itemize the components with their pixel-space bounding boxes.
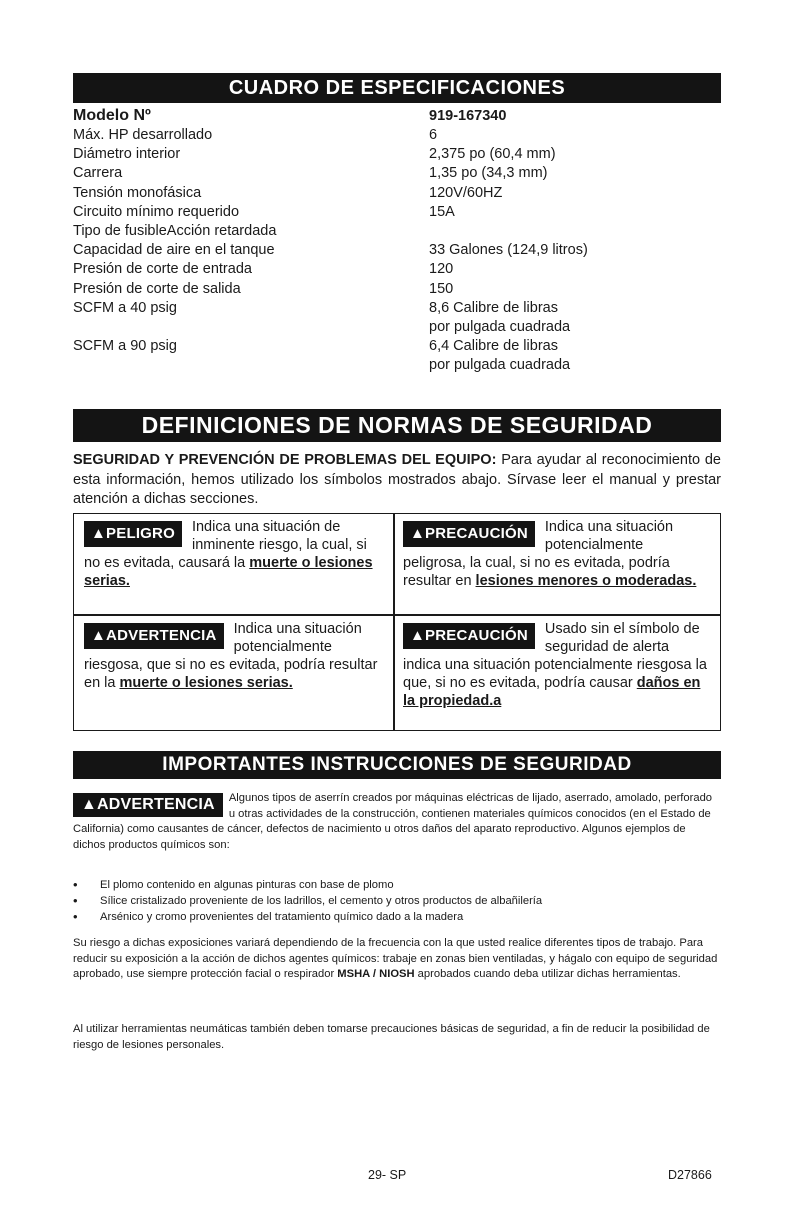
list-item-text: Sílice cristalizado proveniente de los ladrillos, el cemento y otros productos de albañilería	[100, 894, 543, 907]
document-code: D27866	[668, 1168, 712, 1182]
spec-row	[73, 222, 721, 241]
grid-divider-vertical	[393, 514, 395, 730]
spec-value: 8,6 Calibre de libras	[429, 299, 558, 316]
page-number: 29- SP	[368, 1168, 407, 1182]
spec-label: SCFM a 40 psig	[73, 299, 177, 316]
precaucion-cell-2	[403, 620, 709, 710]
spec-value: 6,4 Calibre de libras	[429, 338, 558, 355]
spec-rows	[73, 126, 721, 376]
spec-label: Tensión monofásica	[73, 184, 202, 201]
model-value: 919-167340	[429, 108, 507, 124]
spec-row	[73, 356, 721, 375]
precaucion-text-2: Usado sin el símbolo de seguridad de alerta indica una situación potencialmente riesgosa la que, si no es evitada, podría causar	[403, 621, 707, 691]
spec-row	[73, 337, 721, 356]
bullet-icon: •	[73, 877, 78, 892]
spec-section-title: CUADRO DE ESPECIFICACIONES	[73, 73, 721, 103]
spec-row	[73, 184, 721, 203]
spec-value: 1,35 po (34,3 mm)	[429, 165, 548, 182]
risk-text-after: aprobados cuando deba utilizar dichas herramientas.	[414, 968, 681, 981]
spec-row	[73, 203, 721, 222]
bullet-icon: •	[73, 908, 78, 924]
advertencia-cell	[84, 620, 384, 692]
spec-label: Presión de corte de salida	[73, 280, 241, 297]
spec-label: Capacidad de aire en el tanque	[73, 242, 275, 259]
list-item-text: Arsénico y cromo provenientes del tratamiento químico dado a la madera	[100, 910, 464, 923]
spec-label: Circuito mínimo requerido	[73, 203, 240, 220]
advertencia-emphasis: muerte o lesiones serias.	[119, 675, 293, 691]
spec-value: 6	[429, 127, 438, 143]
spec-value: 15A	[429, 203, 455, 220]
instructions-title: IMPORTANTES INSTRUCCIONES DE SEGURIDAD	[73, 751, 721, 779]
spec-value: 120V/60HZ	[429, 184, 503, 201]
spec-label: Carrera	[73, 165, 123, 182]
chemical-list	[73, 878, 721, 925]
peligro-text: Indica una situación de inminente riesgo, la cual, si no es evitada, causará la	[84, 519, 367, 571]
pneumatic-paragraph	[73, 1022, 721, 1053]
spec-row	[73, 126, 721, 145]
pneumatic-text: Al utilizar herramientas neumáticas también deben tomarse precauciones básicas de seguridad, a fin de reducir la posibilidad de riesgo de lesiones personales.	[73, 1023, 710, 1051]
spec-value: 33 Galones (124,9 litros)	[429, 242, 588, 259]
spec-label: Diámetro interior	[73, 146, 181, 163]
model-label: Modelo Nº	[73, 107, 151, 124]
risk-paragraph	[73, 936, 721, 983]
spec-table	[73, 106, 721, 376]
signal-word-grid	[73, 513, 721, 731]
spec-value	[429, 222, 721, 241]
list-item	[73, 910, 721, 926]
spec-row	[73, 260, 721, 279]
advertencia-text: Indica una situación potencialmente riesgosa, que si no es evitada, podría resultar en la	[84, 621, 378, 691]
risk-text-before: Su riesgo a dichas exposiciones variará dependiendo de la frecuencia con la que usted realice diferentes tipos de trabajo. Para reducir su exposición a la acción de dichos agentes químicos: trabaje en zonas bien ventiladas, y hágalo con equipo de seguridad aprobado, use siempre protección facial o respirador	[73, 937, 718, 981]
spec-row	[73, 299, 721, 318]
spec-value: 150	[429, 280, 454, 297]
spec-value: por pulgada cuadrada	[429, 357, 571, 374]
spec-label: Presión de corte de entrada	[73, 261, 252, 278]
precaucion-text-1: Indica una situación potencialmente peligrosa, la cual, si no es evitada, podría resultar en	[403, 519, 674, 589]
peligro-cell	[84, 518, 384, 590]
safety-intro-heading: SEGURIDAD Y PREVENCIÓN DE PROBLEMAS DEL EQUIPO:	[73, 452, 497, 468]
spec-label: Máx. HP desarrollado	[73, 127, 213, 143]
spec-label	[73, 356, 429, 375]
spec-label: Tipo de fusibleAcción retardada	[73, 223, 277, 240]
spec-row	[73, 145, 721, 164]
spec-row	[73, 280, 721, 299]
grid-divider-horizontal	[74, 614, 720, 616]
spec-label	[73, 318, 429, 337]
spec-label: SCFM a 90 psig	[73, 338, 177, 355]
spec-value: 120	[429, 261, 454, 278]
risk-text-agency: MSHA / NIOSH	[337, 968, 415, 981]
spec-model-row	[73, 106, 721, 126]
spec-value: 2,375 po (60,4 mm)	[429, 146, 556, 163]
precaucion-badge-1: ▲PRECAUCIÓN	[403, 521, 535, 547]
list-item-text: El plomo contenido en algunas pinturas con base de plomo	[100, 879, 394, 891]
precaucion-emphasis-2: daños en la propiedad.a	[403, 675, 701, 709]
peligro-badge: ▲PELIGRO	[84, 521, 182, 547]
peligro-emphasis: muerte o lesiones serias.	[84, 555, 373, 589]
spec-row	[73, 164, 721, 183]
list-item	[73, 894, 721, 910]
advertencia-badge: ▲ADVERTENCIA	[84, 623, 224, 649]
precaucion-cell-1	[403, 518, 709, 590]
spec-value: por pulgada cuadrada	[429, 319, 571, 336]
instructions-warning	[73, 791, 721, 853]
safety-intro-text: Para ayudar al reconocimiento de esta información, hemos utilizado los símbolos mostrados abajo. Sírvase leer el manual y prestar atención a dichas secciones.	[73, 452, 721, 507]
instructions-warning-text: Algunos tipos de aserrín creados por máquinas eléctricas de lijado, aserrado, amolado, perforado u otras actividades de la construcción, contienen materiales químicos conocidos (en el Estado de California) como causantes de cáncer, defectos de nacimiento u otros daños del aparato reproductivo. Algunos ejemplos de dichos productos químicos son:	[73, 792, 713, 851]
spec-row	[73, 241, 721, 260]
list-item	[73, 878, 721, 894]
safety-intro	[73, 451, 721, 510]
precaucion-badge-2: ▲PRECAUCIÓN	[403, 623, 535, 649]
precaucion-emphasis-1: lesiones menores o moderadas.	[475, 573, 697, 589]
instructions-advertencia-badge: ▲ADVERTENCIA	[73, 793, 223, 817]
spec-row	[73, 318, 721, 337]
safety-defs-title: DEFINICIONES DE NORMAS DE SEGURIDAD	[73, 409, 721, 442]
bullet-icon: •	[73, 892, 78, 908]
